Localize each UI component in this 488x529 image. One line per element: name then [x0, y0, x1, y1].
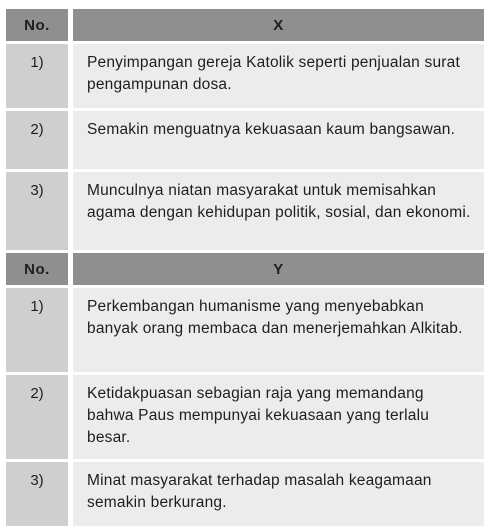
row-number: 2) — [6, 375, 68, 459]
comparison-table — [6, 6, 484, 529]
x-row-2 — [6, 111, 484, 169]
x-header-no: No. — [6, 9, 68, 41]
x-header-row — [6, 9, 484, 41]
y-row-1 — [6, 288, 484, 372]
y-header-row — [6, 253, 484, 285]
y-header-title: Y — [73, 253, 484, 285]
row-text: Perkembangan humanisme yang menyebabkan banyak orang membaca dan menerjemahkan Alkitab. — [73, 288, 484, 372]
y-row-3 — [6, 462, 484, 526]
y-row-2 — [6, 375, 484, 459]
row-number: 2) — [6, 111, 68, 169]
row-number: 3) — [6, 172, 68, 250]
y-header-no: No. — [6, 253, 68, 285]
row-number: 1) — [6, 288, 68, 372]
row-text: Minat masyarakat terhadap masalah keagamaan semakin berkurang. — [73, 462, 484, 526]
comparison-grid — [6, 6, 484, 529]
row-number: 1) — [6, 44, 68, 108]
x-row-3 — [6, 172, 484, 250]
row-text: Penyimpangan gereja Katolik seperti penjualan surat pengampunan dosa. — [73, 44, 484, 108]
x-header-title: X — [73, 9, 484, 41]
x-row-1 — [6, 44, 484, 108]
row-text: Semakin menguatnya kekuasaan kaum bangsawan. — [73, 111, 484, 169]
row-number: 3) — [6, 462, 68, 526]
row-text: Ketidakpuasan sebagian raja yang memandang bahwa Paus mempunyai kekuasaan yang terlalu besar. — [73, 375, 484, 459]
row-text: Munculnya niatan masyarakat untuk memisahkan agama dengan kehidupan politik, sosial, dan ekonomi. — [73, 172, 484, 250]
